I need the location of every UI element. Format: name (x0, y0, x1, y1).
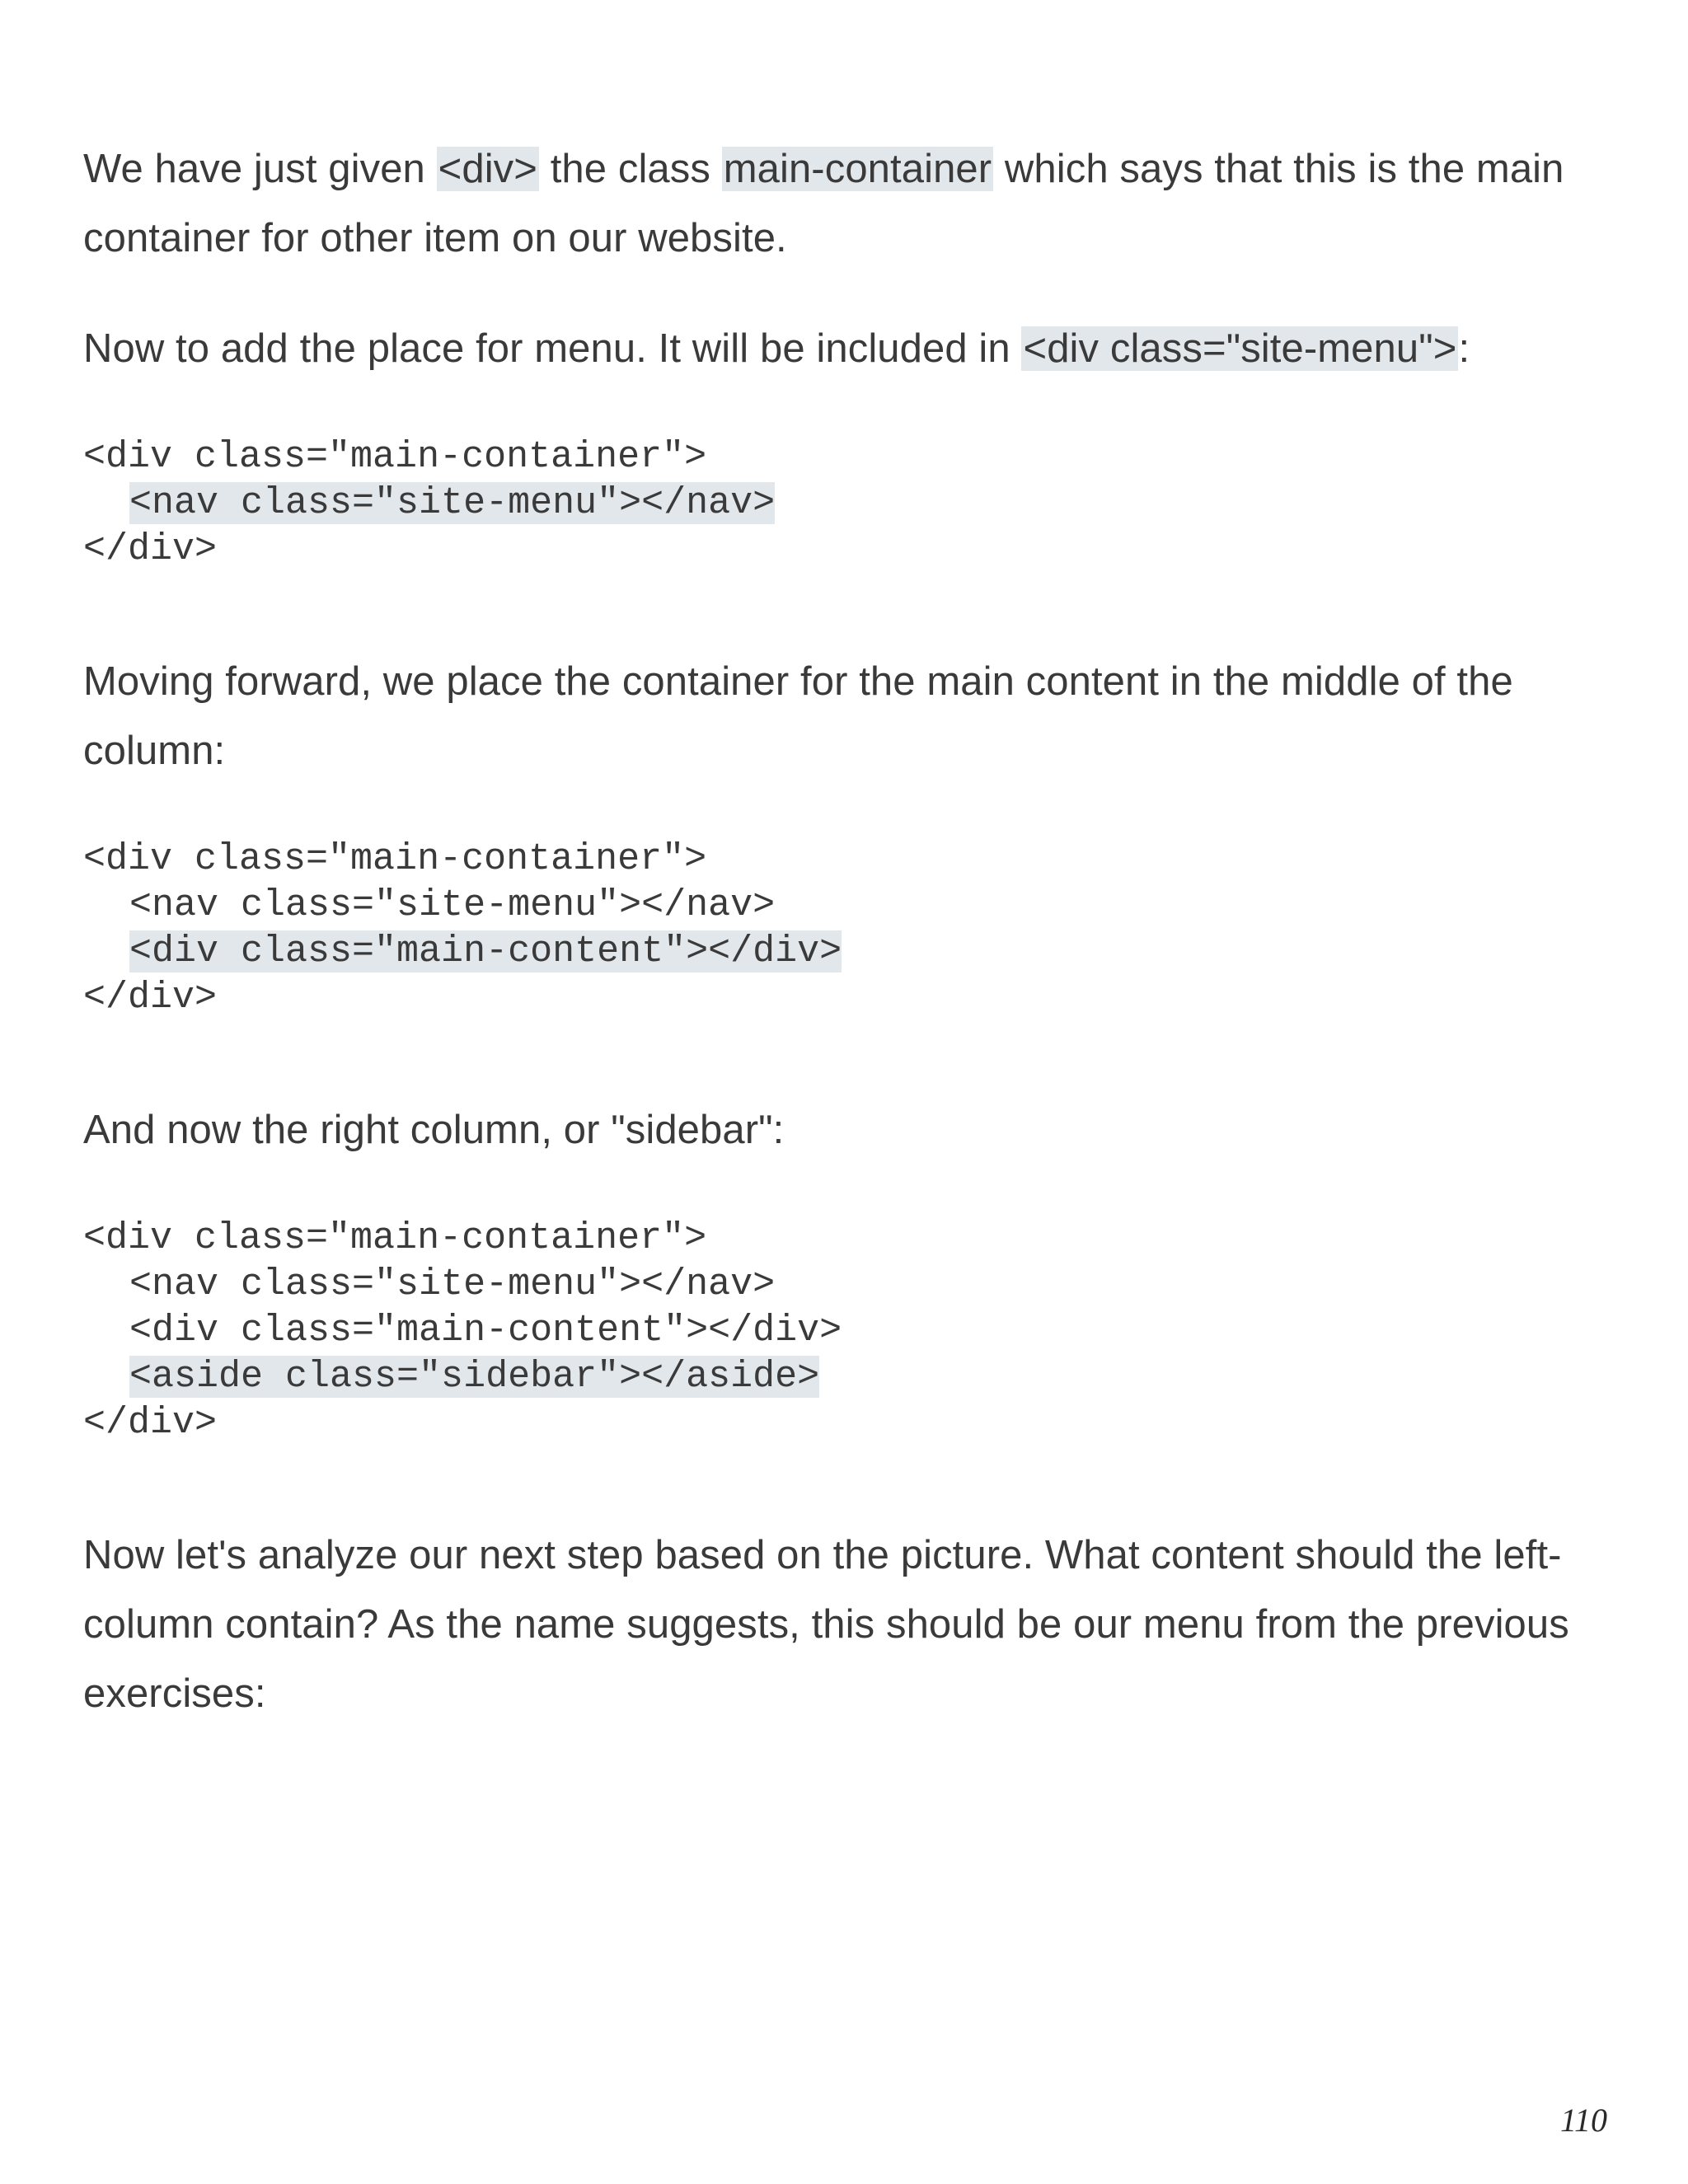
inline-code: main-container (723, 147, 992, 191)
paragraph-intro (83, 134, 1616, 273)
highlighted-code: <nav class="site-menu"></nav> (129, 482, 776, 524)
paragraph-next-step: Now let's analyze our next step based on the picture. What content should the left-column contain? As the name suggests, this should be our menu from the previous exercises: (83, 1533, 1569, 1716)
code-line: <div class="main-content"></div> (129, 1310, 842, 1352)
code-block-2 (83, 837, 1616, 1021)
code-line: <div class="main-container"> (83, 436, 707, 478)
paragraph-text: Now to add the place for menu. It will be included in (83, 326, 1022, 371)
paragraph-text: We have just given (83, 147, 437, 191)
paragraph-sidebar: And now the right column, or "sidebar": (83, 1108, 785, 1152)
highlighted-code: <aside class="sidebar"></aside> (129, 1356, 820, 1398)
code-line: <nav class="site-menu"></nav> (129, 1263, 776, 1305)
document-page (83, 134, 1616, 1728)
code-line: <div class="main-container"> (83, 838, 707, 880)
paragraph-main-content: Moving forward, we place the container for the main content in the middle of the column: (83, 659, 1513, 773)
paragraph-menu (83, 314, 1616, 383)
code-line: </div> (83, 528, 218, 570)
code-line: <div class="main-container"> (83, 1217, 707, 1259)
code-block-1 (83, 434, 1616, 573)
code-line: <nav class="site-menu"></nav> (129, 884, 776, 926)
paragraph-text: : (1458, 326, 1470, 371)
code-line: </div> (83, 977, 218, 1019)
code-line (83, 929, 1616, 975)
page-number: 110 (1559, 2102, 1607, 2139)
highlighted-code: <div class="main-content"></div> (129, 930, 842, 972)
code-line (83, 480, 1616, 527)
code-block-3 (83, 1216, 1616, 1446)
inline-code: <div> (438, 147, 537, 191)
inline-code: <div class="site-menu"> (1023, 326, 1457, 371)
code-line (83, 1354, 1616, 1400)
paragraph-text: which says that this is the main container for other item on our website. (83, 147, 1564, 260)
paragraph-text: the class (539, 147, 722, 191)
code-line: </div> (83, 1402, 218, 1444)
